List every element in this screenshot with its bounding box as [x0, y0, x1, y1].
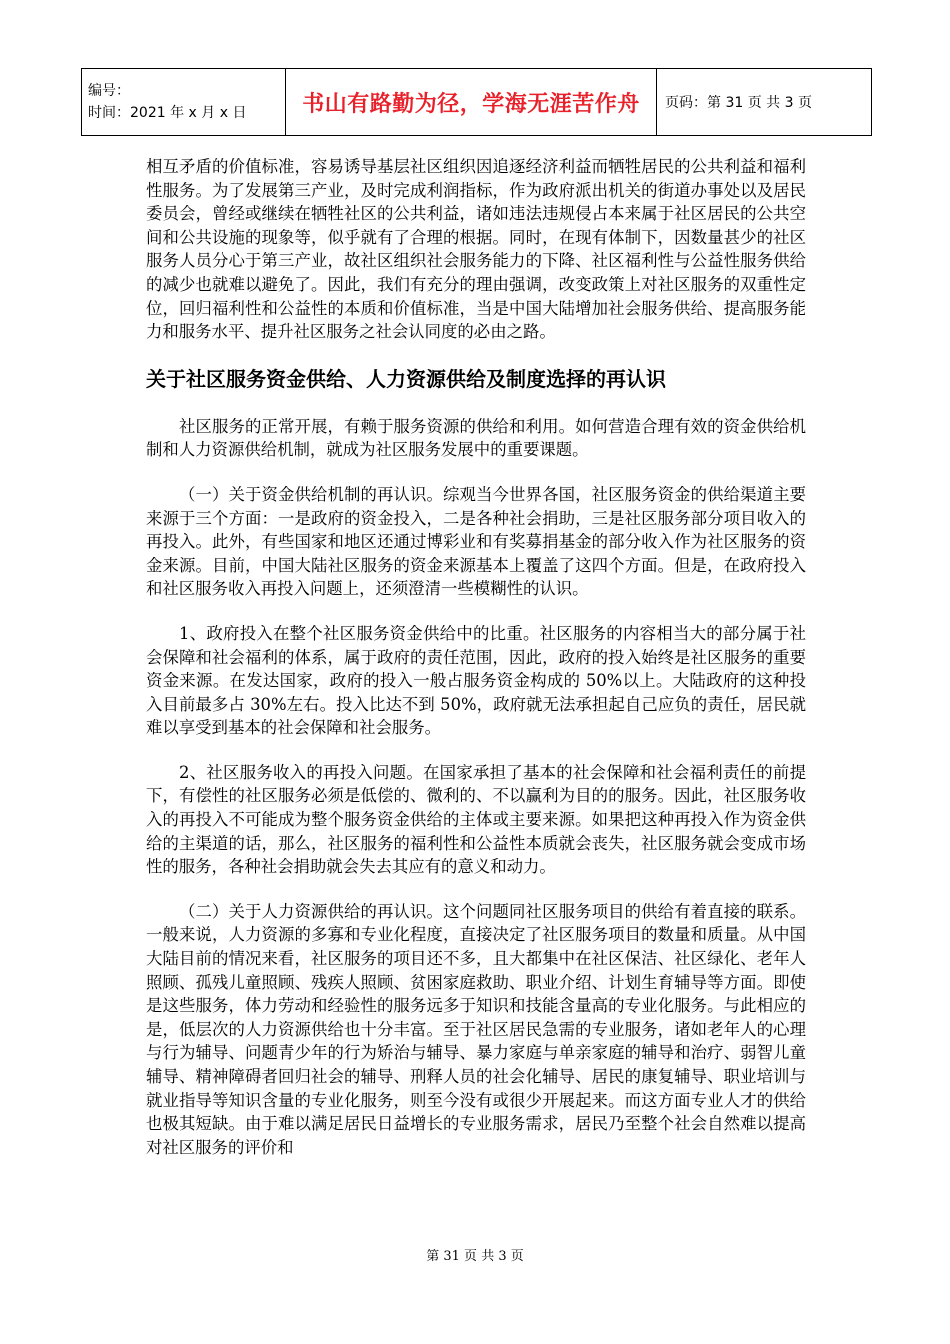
- body-paragraph: 2、社区服务收入的再投入问题。在国家承担了基本的社会保障和社会福利责任的前提下，有偿性的社区服务必须是低偿的、微利的、不以赢利为目的的服务。因此，社区服务收入的再投入不可能成为整个服务资金供给的主体或主要来源。如果把这种再投入作为资金供给的主渠道的话，那么，社区服务的福利性和公益性本质就会丧失，社区服务就会变成市场性的服务，各种社会捐助就会失去其应有的意义和动力。: [146, 762, 806, 877]
- body-paragraph: 相互矛盾的价值标准，容易诱导基层社区组织因追逐经济利益而牺牲居民的公共利益和福利性服务。为了发展第三产业，及时完成利润指标，作为政府派出机关的街道办事处以及居民委员会，曾经或继续在牺牲社区的公共利益，诸如违法违规侵占本来属于社区居民的公共空间和公共设施的现象等，似乎就有了合理的根据。同时，在现有体制下，因数量甚少的社区服务人员分心于第三产业，故社区组织社会服务能力的下降、社区福利性与公益性服务供给的减少也就难以避免了。因此，我们有充分的理由强调，改变政策上对社区服务的双重性定位，回归福利性和公益性的本质和价值标准，当是中国大陆增加社会服务供给、提高服务能力和服务水平、提升社区服务之社会认同度的必由之路。: [146, 157, 806, 342]
- header-meta: [82, 69, 286, 136]
- page-footer: 第 31 页 共 3 页: [426, 1249, 524, 1264]
- header-motto: 书山有路勤为径，学海无涯苦作舟: [286, 69, 657, 136]
- document-body: [146, 155, 806, 1180]
- document-date: 时间：2021 年 x 月 x 日: [88, 105, 247, 121]
- body-paragraph: 社区服务的正常开展，有赖于服务资源的供给和利用。如何营造合理有效的资金供给机制和人力资源供给机制，就成为社区服务发展中的重要课题。: [146, 416, 806, 460]
- document-number-label: 编号：: [88, 83, 130, 99]
- document-header: [81, 68, 872, 136]
- section-heading: 关于社区服务资金供给、人力资源供给及制度选择的再认识: [146, 366, 666, 391]
- body-paragraph: 1、政府投入在整个社区服务资金供给中的比重。社区服务的内容相当大的部分属于社会保障和社会福利的体系，属于政府的责任范围，因此，政府的投入始终是社区服务的重要资金来源。在发达国家，政府的投入一般占服务资金构成的 50%以上。大陆政府的这种投入目前最多占 30%左右。投入比达不到 50%，政府就无法承担起自己应负的责任，居民就难以享受到基本的社会保障和社会服务。: [146, 623, 806, 738]
- header-page-info: 页码：第 31 页 共 3 页: [657, 69, 872, 136]
- body-paragraph: （二）关于人力资源供给的再认识。这个问题同社区服务项目的供给有着直接的联系。一般来说，人力资源的多寡和专业化程度，直接决定了社区服务项目的数量和质量。从中国大陆目前的情况来看，社区服务的项目还不多，且大都集中在社区保洁、社区绿化、老年人照顾、孤残儿童照顾、残疾人照顾、贫困家庭救助、职业介绍、计划生育辅导等方面。即使是这些服务，体力劳动和经验性的服务远多于知识和技能含量高的专业化服务。与此相应的是，低层次的人力资源供给也十分丰富。至于社区居民急需的专业服务，诸如老年人的心理与行为辅导、问题青少年的行为矫治与辅导、暴力家庭与单亲家庭的辅导和治疗、弱智儿童辅导、精神障碍者回归社会的辅导、刑释人员的社会化辅导、居民的康复辅导、职业培训与就业指导等知识含量的专业化服务，则至今没有或很少开展起来。而这方面专业人才的供给也极其短缺。由于难以满足居民日益增长的专业服务需求，居民乃至整个社会自然难以提高对社区服务的评价和: [146, 901, 806, 1157]
- body-paragraph: （一）关于资金供给机制的再认识。综观当今世界各国，社区服务资金的供给渠道主要来源于三个方面：一是政府的资金投入，二是各种社会捐助，三是社区服务部分项目收入的再投入。此外，有些国家和地区还通过博彩业和有奖募捐基金的部分收入作为社区服务的资金来源。目前，中国大陆社区服务的资金来源基本上覆盖了这四个方面。但是，在政府投入和社区服务收入再投入问题上，还须澄清一些模糊性的认识。: [146, 484, 806, 599]
